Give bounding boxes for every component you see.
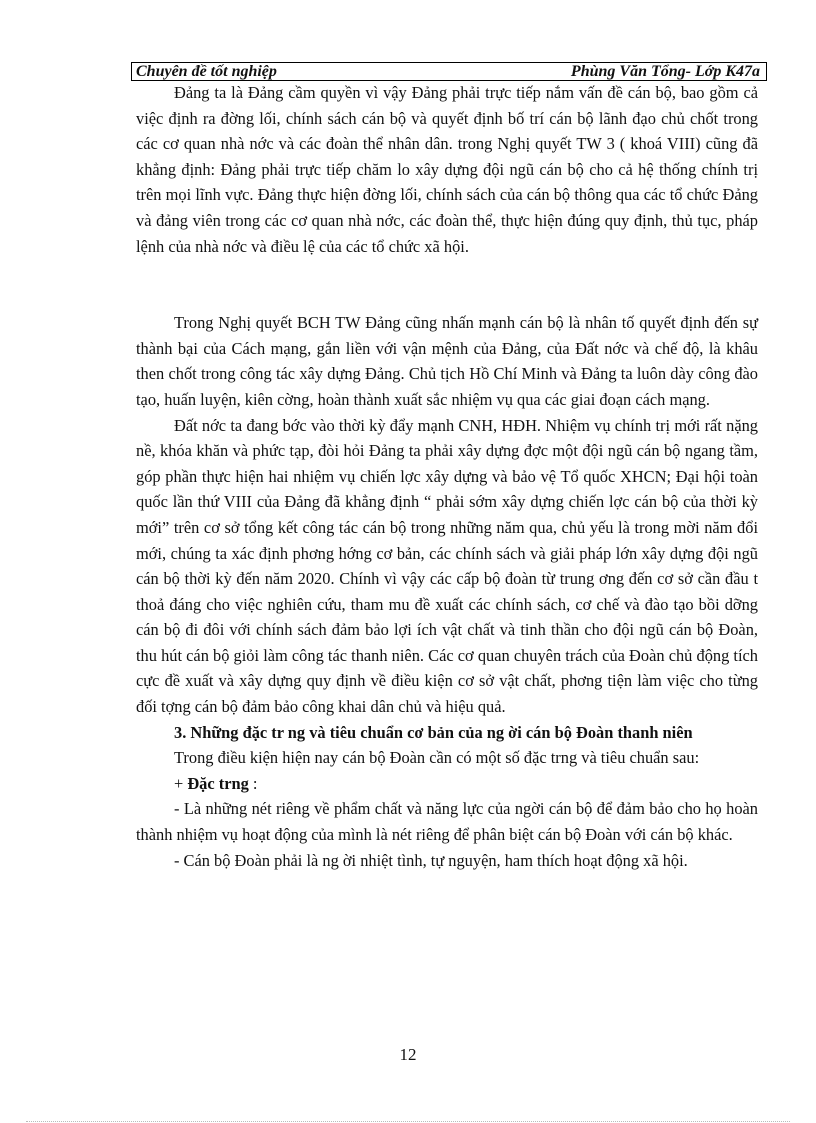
subheading-prefix: +	[174, 773, 188, 793]
subheading-dac-trung	[136, 771, 758, 797]
header-author: Phùng Văn Tổng- Lớp K47a	[570, 63, 760, 80]
paragraph-4: Trong điều kiện hiện nay cán bộ Đoàn cần có một số đặc trng và tiêu chuẩn sau:	[174, 748, 700, 768]
header-title: Chuyên đề tốt nghiệp	[136, 63, 277, 80]
page-bottom-border	[26, 1121, 790, 1122]
page-header	[131, 62, 767, 81]
paragraph-6: - Cán bộ Đoàn phải là ng ời nhiệt tình, tự nguyện, ham thích hoạt động xã hội.	[174, 850, 688, 870]
paragraph-gap	[136, 259, 758, 310]
paragraph-2: Trong Nghị quyết BCH TW Đảng cũng nhấn mạnh cán bộ là nhân tố quyết định đến sự thành bại của Cách mạng, gắn liền với vận mệnh của Đảng, của Đất nớc và chế độ, là khâu then chốt trong công tác xây dựng Đảng. Chủ tịch Hồ Chí Minh và Đảng ta luôn dày công đào tạo, huấn luyện, kiên cờng, hoàn thành xuất sắc nhiệm vụ qua các giai đoạn cách mạng.	[136, 313, 758, 409]
document-body	[136, 80, 758, 873]
paragraph-1: Đảng ta là Đảng cầm quyền vì vậy Đảng phải trực tiếp nắm vấn đề cán bộ, bao gồm cả việc định ra đờng lối, chính sách cán bộ và quyết định bố trí cán bộ lãnh đạo chủ chốt trong các cơ quan nhà nớc và các đoàn thể nhân dân. trong Nghị quyết TW 3 ( khoá VIII) cũng đã khẳng định: Đảng phải trực tiếp chăm lo xây dựng đội ngũ cán bộ cho cả hệ thống chính trị trên mọi lĩnh vực. Đảng thực hiện đờng lối, chính sách của cán bộ thông qua các tổ chức Đảng và đảng viên trong các cơ quan nhà nớc, các đoàn thể, thực hiện đúng quy định, thủ tục, pháp lệnh của nhà nớc và điều lệ của các tổ chức xã hội.	[136, 83, 758, 256]
subheading-suffix: :	[248, 773, 258, 793]
paragraph-3: Đất nớc ta đang bớc vào thời kỳ đẩy mạnh CNH, HĐH. Nhiệm vụ chính trị mới rất nặng nề, khóa khăn và phức tạp, đòi hỏi Đảng ta phải xây dựng đợc một đội ngũ cán bộ ngang tầm, góp phần thực hiện hai nhiệm vụ chiến lợc xây dựng và bảo vệ Tổ quốc XHCN; Đại hội toàn quốc lần thứ VIII của Đảng đã khẳng định “ phải sớm xây dựng chiến lợc cán bộ của thời kỳ mới” trên cơ sở tổng kết công tác cán bộ trong những năm qua, chủ yếu là trong mời năm đổi mới, chúng ta xác định phơng hớng cơ bản, các chính sách và giải pháp lớn xây dựng đội ngũ cán bộ thời kỳ đến năm 2020. Chính vì vậy các cấp bộ đoàn từ trung ơng đến cơ sở cần đầu t thoả đáng cho việc nghiên cứu, tham mu đề xuất các chính sách, cơ chế và đào tạo bồi dỡng cán bộ đi đôi với chính sách đảm bảo lợi ích vật chất và tinh thần cho đội ngũ cán bộ Đoàn, thu hút cán bộ giỏi làm công tác thanh niên. Các cơ quan chuyên trách của Đoàn chủ động tích cực đề xuất và xây dựng quy định về điều kiện cơ sở vật chất, phơng tiện làm việc cho từng đối tợng cán bộ đảm bảo công khai dân chủ và hiệu quả.	[136, 415, 758, 717]
section-heading: 3. Những đặc tr ng và tiêu chuẩn cơ bản của ng ời cán bộ Đoàn thanh niên	[174, 722, 693, 742]
page-number: 12	[399, 1045, 417, 1064]
paragraph-5: - Là những nét riêng về phẩm chất và năng lực của ngời cán bộ để đảm bảo cho họ hoàn thành nhiệm vụ hoạt động của mình là nét riêng để phân biệt cán bộ Đoàn với cán bộ khác.	[136, 799, 758, 845]
subheading-label: Đặc trng	[187, 773, 249, 793]
